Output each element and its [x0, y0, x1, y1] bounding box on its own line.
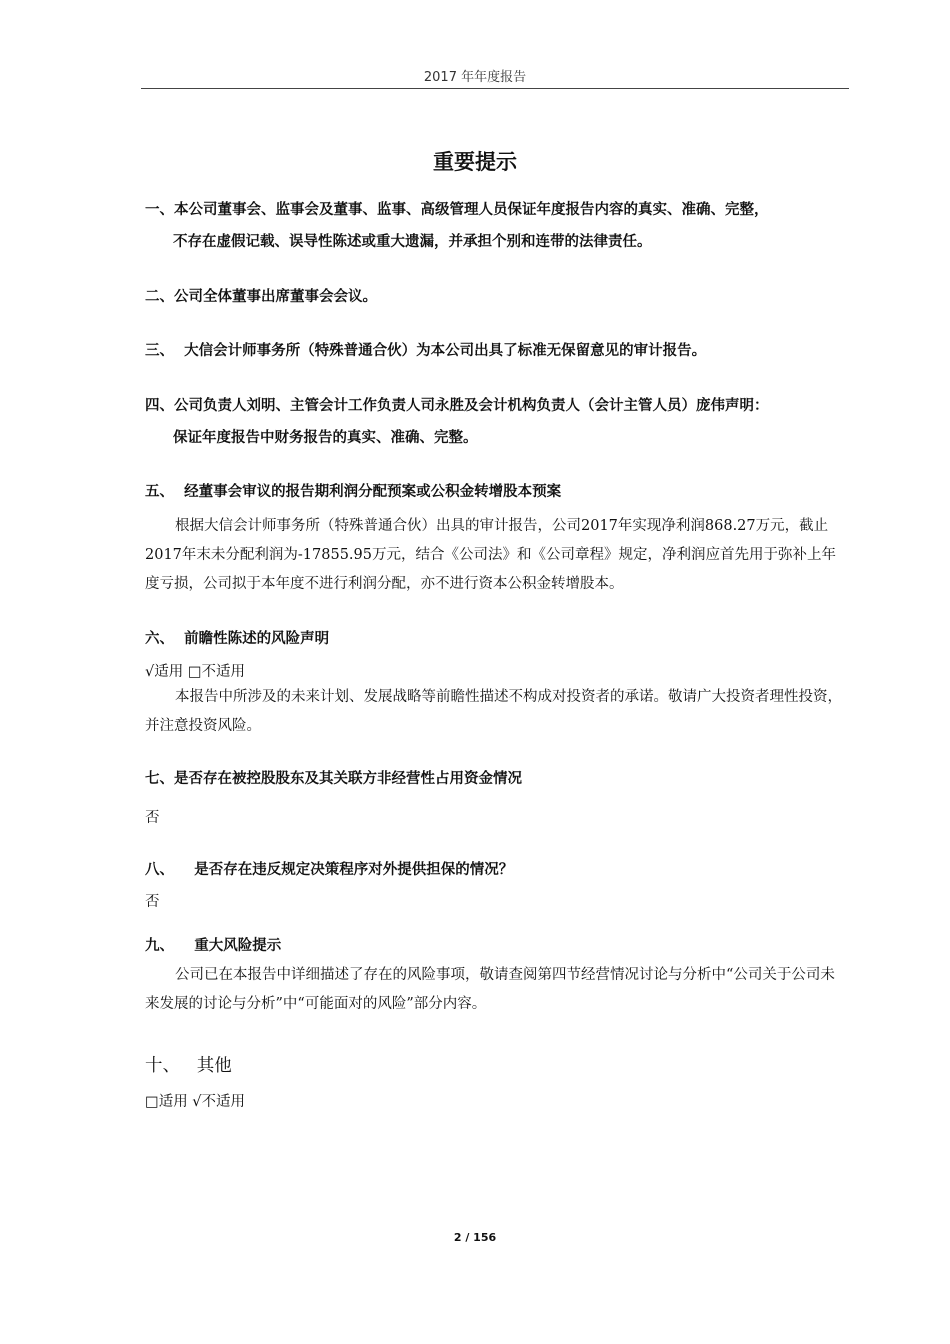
- section-7-heading: [145, 767, 849, 788]
- section-10-option: □适用 √不适用: [145, 1094, 246, 1110]
- header-title: 2017 年年度报告: [423, 70, 527, 85]
- section-6-paragraph: 本报告中所涉及的未来计划、发展战略等前瞻性描述不构成对投资者的承诺。敬请广大投资者理性投资，并注意投资风险。: [145, 689, 842, 734]
- section-1-number: 一、: [145, 202, 174, 218]
- section-3: [145, 339, 849, 360]
- section-5-heading: [145, 480, 849, 501]
- section-5-paragraph: 根据大信会计师事务所（特殊普通合伙）出具的审计报告，公司2017年实现净利润868.27万元，截止2017年末未分配利润为-17855.95万元，结合《公司法》和《公司章程》规定，净利润应首先用于弥补上年度亏损，公司拟于本年度不进行利润分配，亦不进行资本公积金转增股本。: [145, 518, 836, 592]
- section-7-text: 是否存在被控股股东及其关联方非经营性占用资金情况: [174, 771, 522, 787]
- section-3-text: 大信会计师事务所（特殊普通合伙）为本公司出具了标准无保留意见的审计报告。: [184, 343, 707, 359]
- section-9-number: 九、: [145, 938, 174, 954]
- section-8-heading: [145, 858, 849, 879]
- section-10-text: 其他: [196, 1056, 232, 1076]
- section-9-heading: [145, 934, 849, 955]
- section-5-text: 经董事会审议的报告期利润分配预案或公积金转增股本预案: [184, 484, 562, 500]
- section-6-number: 六、: [145, 631, 174, 647]
- section-3-number: 三、: [145, 343, 174, 359]
- section-4-line2: 保证年度报告中财务报告的真实、准确、完整。: [173, 430, 478, 446]
- section-4-number: 四、: [145, 398, 174, 414]
- page-number: 2 / 156: [453, 1231, 497, 1244]
- section-9-text: 重大风险提示: [194, 938, 282, 954]
- section-1-text: 本公司董事会、监事会及董事、监事、高级管理人员保证年度报告内容的真实、准确、完整，: [174, 202, 769, 218]
- section-6-text: 前瞻性陈述的风险声明: [184, 631, 330, 647]
- section-1-line2: 不存在虚假记载、误导性陈述或重大遗漏，并承担个别和连带的法律责任。: [173, 234, 652, 250]
- section-2-text: 公司全体董事出席董事会会议。: [174, 289, 377, 305]
- section-2: [145, 285, 849, 306]
- section-6-heading: [145, 627, 849, 648]
- section-2-number: 二、: [145, 289, 174, 305]
- document-title: 重要提示: [433, 150, 517, 174]
- section-5-number: 五、: [145, 484, 174, 500]
- section-7-answer: 否: [145, 810, 160, 826]
- section-1-line1: [145, 198, 849, 219]
- section-4-line1: [145, 394, 849, 415]
- section-8-number: 八、: [145, 862, 174, 878]
- section-8-text: 是否存在违反规定决策程序对外提供担保的情况？: [194, 862, 514, 878]
- section-7-number: 七、: [145, 771, 174, 787]
- section-10-number: 十、: [145, 1056, 180, 1076]
- section-4-text: 公司负责人刘明、主管会计工作负责人司永胜及会计机构负责人（会计主管人员）庞伟声明：: [174, 398, 769, 414]
- section-9-paragraph: 公司已在本报告中详细描述了存在的风险事项，敬请查阅第四节经营情况讨论与分析中“公司关于公司未来发展的讨论与分析”中“可能面对的风险”部分内容。: [145, 967, 835, 1012]
- section-6-option: √适用 □不适用: [145, 664, 246, 680]
- section-8-answer: 否: [145, 894, 160, 910]
- header-rule: [141, 88, 849, 89]
- section-10-heading: [145, 1052, 849, 1077]
